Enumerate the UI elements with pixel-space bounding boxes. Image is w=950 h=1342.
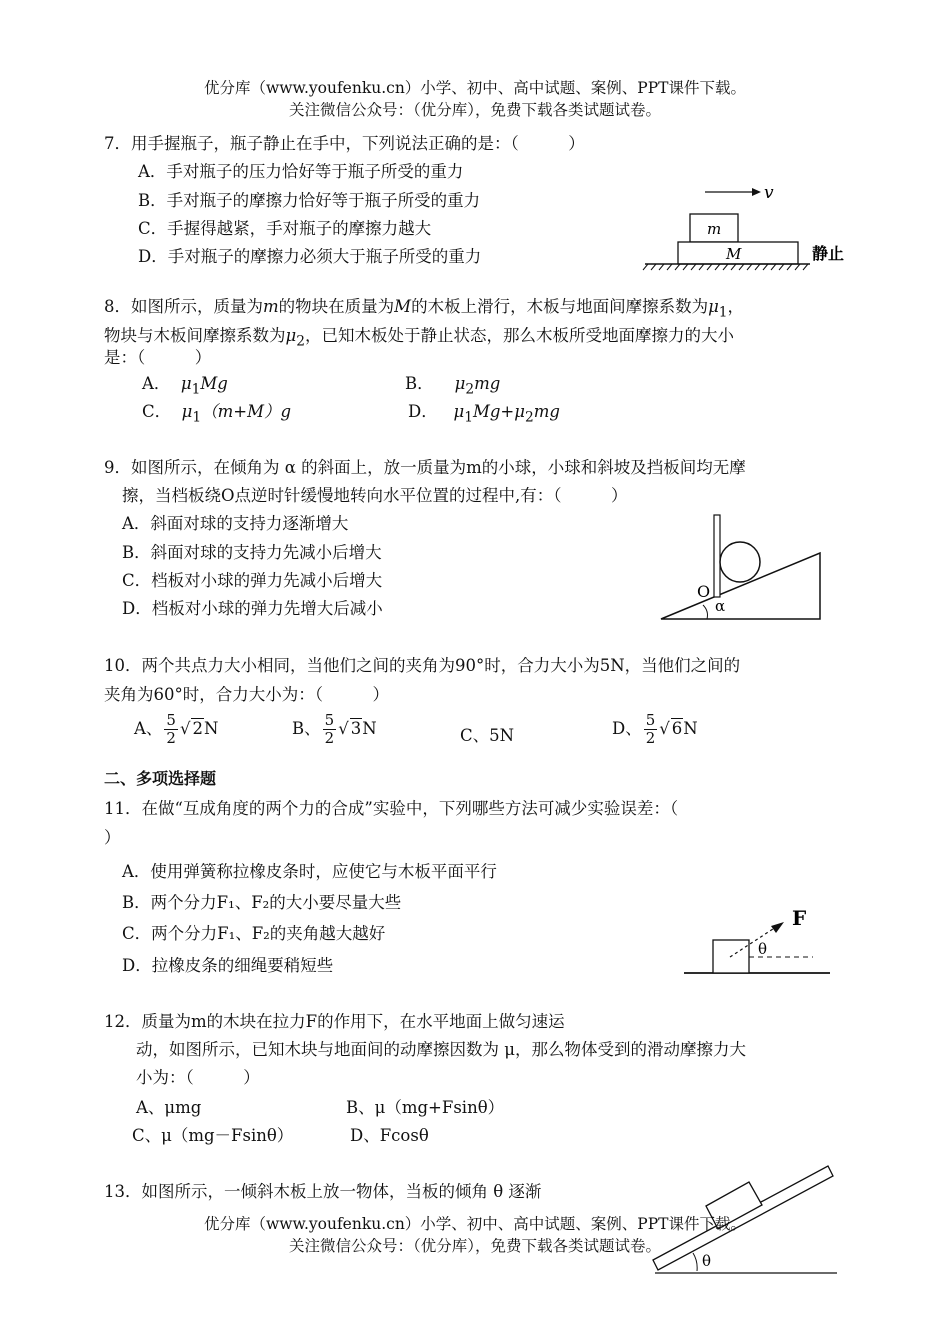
q11-option-a: A．使用弹簧称拉橡皮条时，应使它与木板平面平行: [122, 862, 497, 881]
small-block-label: m: [707, 220, 722, 238]
q7-option-d: D．手对瓶子的摩擦力必须大于瓶子所受的重力: [138, 247, 482, 266]
q12-line-2: 动，如图所示，已知木块与地面间的动摩擦因数为 μ，那么物体受到的滑动摩擦力大: [136, 1040, 746, 1059]
fraction: [323, 712, 337, 747]
angle-label-theta: θ: [758, 940, 768, 958]
q11-line-2: ）: [104, 828, 121, 847]
q12-line-1: 12．质量为m的木块在拉力F的作用下，在水平地面上做匀速运: [104, 1012, 565, 1031]
radicand: 3: [350, 719, 362, 738]
option-label: A．: [142, 374, 171, 393]
q11-option-b: B．两个分力F₁、F₂的大小要尽量大些: [122, 893, 402, 912]
option-label: D．: [408, 402, 438, 421]
option-expression: Mg: [200, 374, 228, 393]
q8-var-M: M: [394, 297, 412, 316]
sqrt-icon: √: [338, 719, 349, 738]
q8-option-c: [142, 398, 291, 425]
force-label-f: F: [792, 906, 807, 930]
q9-option-c: C．档板对小球的弹力先减小后增大: [122, 571, 383, 590]
q8-option-a: [142, 370, 228, 397]
angle-label-theta: θ: [702, 1252, 712, 1270]
fraction: [164, 712, 178, 747]
q8-line-1: [104, 293, 744, 320]
force-arrowhead: [771, 922, 784, 933]
q9-line-1: 9．如图所示，在倾角为 α 的斜面上，放一质量为m的小球，小球和斜坡及挡板间均无摩: [104, 458, 746, 477]
q8-text: 物块与木板间摩擦系数为: [104, 326, 286, 345]
figure-q12-block-pulled: [680, 900, 840, 982]
fraction-denominator: 2: [645, 729, 656, 747]
section-title-multiple-choice: 二、多项选择题: [104, 769, 217, 788]
q9-option-a: A．斜面对球的支持力逐渐增大: [122, 514, 349, 533]
q13-line-1: 13．如图所示，一倾斜木板上放一物体，当板的倾角 θ 逐渐: [104, 1182, 542, 1201]
q12-option-d: D、Fcosθ: [350, 1126, 429, 1145]
q12-option-a: A、μmg: [136, 1098, 202, 1117]
option-expression: Mg+: [472, 402, 515, 421]
unit: N: [362, 719, 377, 738]
unit: N: [203, 719, 219, 738]
q7-option-c: C．手握得越紧，手对瓶子的摩擦力越大: [138, 219, 432, 238]
q11-line-1: 11．在做“互成角度的两个力的合成”实验中，下列哪些方法可减少实验误差：（: [104, 799, 679, 818]
q8-text: 的物块在质量为: [278, 297, 395, 316]
q11-option-d: D．拉橡皮条的细绳要稍短些: [122, 956, 334, 975]
radicand: 6: [671, 719, 683, 738]
angle-arc: [703, 605, 708, 619]
q9-line-2: 擦，当档板绕O点逆时针缓慢地转向水平位置的过程中,有：（ ）: [122, 486, 628, 505]
sqrt-icon: √: [179, 719, 191, 738]
q8-mu1-sub: 1: [718, 304, 728, 321]
mu-sub: 2: [525, 409, 534, 426]
mu-sub: 1: [192, 409, 202, 426]
q8-mu2-sub: 2: [296, 333, 305, 350]
baffle-board: [714, 515, 720, 597]
mu-symbol: μ: [180, 374, 192, 393]
option-expression: mg: [474, 374, 501, 393]
q10-line-1: 10．两个共点力大小相同，当他们之间的夹角为90°时，合力大小为5N，当他们之间的: [104, 656, 741, 675]
fraction: [644, 712, 658, 747]
mu-sub: 1: [464, 409, 473, 426]
q8-option-b: [405, 370, 500, 397]
q8-mu1: μ: [708, 297, 719, 316]
q10-option-c: C、5N: [460, 726, 515, 745]
velocity-label: v: [764, 183, 774, 203]
option-label: A、: [134, 719, 163, 738]
q7-option-a: A．手对瓶子的压力恰好等于瓶子所受的重力: [138, 162, 464, 181]
q7-stem: 7．用手握瓶子，瓶子静止在手中，下列说法正确的是：（ ）: [104, 134, 585, 153]
mu-sub: 1: [191, 381, 201, 398]
q12-option-b: B、μ（mg+Fsinθ）: [346, 1098, 505, 1117]
option-label: B．: [405, 374, 434, 393]
ball: [720, 542, 760, 582]
q9-option-d: D．档板对小球的弹力先增大后减小: [122, 599, 383, 618]
mu-symbol: μ: [181, 402, 193, 421]
q8-var-m: m: [263, 297, 279, 316]
q9-option-b: B．斜面对球的支持力先减小后增大: [122, 543, 382, 562]
unit: N: [683, 719, 698, 738]
option-label: B、: [292, 719, 321, 738]
q10-line-2: 夹角为60°时，合力大小为：（ ）: [104, 685, 389, 704]
mu-symbol: μ: [514, 402, 525, 421]
figure-q9-ball-on-incline: [655, 505, 830, 630]
ground-hatching: [643, 264, 808, 270]
q12-line-3: 小为：（ ）: [136, 1068, 260, 1087]
mu-symbol: μ: [454, 374, 466, 393]
q8-mu2: μ: [285, 326, 297, 345]
header-line-2: 关注微信公众号：（优分库），免费下载各类试题试卷。: [288, 101, 661, 119]
sqrt-icon: √: [659, 719, 670, 738]
q11-option-c: C．两个分力F₁、F₂的夹角越大越好: [122, 924, 386, 943]
option-label: C．: [142, 402, 172, 421]
board-label: M: [726, 245, 742, 263]
fraction-numerator: 5: [645, 711, 656, 729]
option-expression: （m+M）g: [201, 402, 292, 421]
q8-text: ，: [727, 297, 745, 316]
q10-option-a: [134, 712, 218, 747]
option-label: D、: [612, 719, 642, 738]
q8-text: 8．如图所示，质量为: [104, 297, 263, 316]
fraction-denominator: 2: [166, 729, 176, 747]
static-label: 静止: [812, 244, 845, 263]
q12-option-c: C、μ（mg－Fsinθ）: [132, 1126, 294, 1145]
footer-line-1: 优分库（www.youfenku.cn）小学、初中、高中试题、案例、PPT课件下载。: [203, 1215, 747, 1233]
q7-option-b: B．手对瓶子的摩擦力恰好等于瓶子所受的重力: [138, 191, 481, 210]
option-expression: mg: [533, 402, 560, 421]
q10-option-b: [292, 712, 377, 747]
footer-line-2: 关注微信公众号：（优分库），免费下载各类试题试卷。: [288, 1237, 661, 1255]
q8-option-d: [408, 398, 560, 425]
q8-text: ，已知木板处于静止状态，那么木板所受地面摩擦力的大小: [304, 326, 734, 345]
pivot-label-o: O: [697, 582, 711, 601]
velocity-arrowhead: [752, 188, 761, 196]
fraction-denominator: 2: [324, 729, 335, 747]
q8-text: 的木板上滑行，木板与地面间摩擦系数为: [411, 297, 709, 316]
header-line-1: 优分库（www.youfenku.cn）小学、初中、高中试题、案例、PPT课件下载。: [203, 79, 747, 97]
fraction-numerator: 5: [324, 711, 335, 729]
q8-line-3: 是：（ ）: [104, 348, 212, 367]
mu-sub: 2: [465, 381, 475, 398]
angle-label-alpha: α: [715, 597, 726, 615]
radicand: 2: [192, 719, 203, 738]
fraction-numerator: 5: [166, 711, 176, 729]
mu-symbol: μ: [453, 402, 465, 421]
q10-option-d: [612, 712, 698, 747]
figure-q8-block-on-board: [640, 180, 860, 275]
